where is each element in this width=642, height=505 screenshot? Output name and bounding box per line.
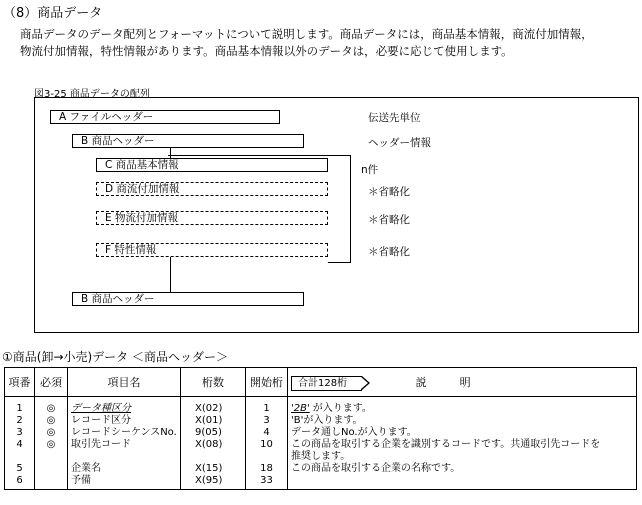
cell-desc: この商品を取引する企業を識別するコードです。共通取引先コードを [288,439,637,451]
desc-code: '2B' [291,403,310,414]
cell-required: ◎ [35,397,68,416]
loop-line-bottom [328,262,351,263]
cell-desc: 推奨します。 [288,451,637,463]
cell-no: 3 [5,427,35,439]
cell-digits: X(08) [181,439,246,451]
table-row [5,397,637,416]
total-digits-arrow: 合計128桁 [291,376,362,391]
cell-no [5,451,35,463]
spec-table [4,367,637,490]
table-row [5,463,637,475]
cell-digits: X(15) [181,463,246,475]
label-header-info: ヘッダー情報 [368,137,431,149]
cell-digits: 9(05) [181,427,246,439]
box-product-header: B 商品ヘッダー [72,134,304,148]
label-omit-1: ＊省略化 [368,186,410,198]
header-desc-cell [288,368,637,397]
label-omit-3: ＊省略化 [368,246,410,258]
header-desc: 説 明 [415,375,471,389]
cell-start [246,451,288,463]
cell-start: 3 [246,415,288,427]
cell-required [35,475,68,490]
cell-no: 5 [5,463,35,475]
table-row [5,439,637,451]
cell-desc [288,397,637,416]
loop-line-top [168,155,351,156]
item-name-text: データ種区分 [71,403,131,414]
cell-start: 10 [246,439,288,451]
box-logistics-info: E 物流付加情報 [96,211,328,225]
cell-required: ◎ [35,415,68,427]
label-transmission-unit: 伝送先単位 [368,112,421,124]
label-omit-2: ＊省略化 [368,214,410,226]
cell-item-name: 予備 [68,475,181,490]
cell-no: 2 [5,415,35,427]
box-file-header: A ファイルヘッダー [50,110,280,124]
cell-no: 6 [5,475,35,490]
cell-start: 1 [246,397,288,416]
subsection-title: ①商品(卸→小売)データ ＜商品ヘッダー＞ [2,350,228,364]
cell-digits: X(95) [181,475,246,490]
connector-line [170,256,171,292]
header-no: 項番 [5,368,35,397]
cell-item-name [68,451,181,463]
cell-item-name: 取引先コード [68,439,181,451]
cell-required [35,463,68,475]
cell-digits: X(01) [181,415,246,427]
box-basic-info: C 商品基本情報 [96,158,328,172]
table-row [5,427,637,439]
cell-required [35,451,68,463]
cell-item-name [68,397,181,416]
intro-line-1: 商品データのデータ配列とフォーマットについて説明します。商品データには，商品基本情報，商流付加情報， [20,27,593,41]
header-required: 必須 [35,368,68,397]
cell-digits [181,451,246,463]
cell-required: ◎ [35,427,68,439]
section-title: （8）商品データ [3,6,103,21]
box-characteristic-info: F 特性情報 [96,243,328,257]
cell-item-name: レコード区分 [68,415,181,427]
cell-desc [288,475,637,490]
table-row [5,475,637,490]
table-row [5,451,637,463]
desc-text: が入ります。 [312,403,372,414]
cell-item-name: レコードシーケンスNo. [68,427,181,439]
cell-desc: この商品を取引する企業の名称です。 [288,463,637,475]
box-product-header-2: B 商品ヘッダー [72,292,304,306]
cell-start: 33 [246,475,288,490]
cell-item-name: 企業名 [68,463,181,475]
box-commercial-info: D 商流付加情報 [96,182,328,196]
figure-title: 図3-25 商品データの配列 [34,89,150,100]
intro-line-2: 物流付加情報，特性情報があります。商品基本情報以外のデータは，必要に応じて使用します。 [20,44,513,58]
table-row [5,415,637,427]
header-digits: 桁数 [181,368,246,397]
cell-required: ◎ [35,439,68,451]
label-n-items: n件 [361,164,379,176]
cell-desc: 'B'が入ります。 [288,415,637,427]
header-item: 項目名 [68,368,181,397]
cell-no: 4 [5,439,35,451]
loop-line-right [350,155,351,262]
cell-desc: データ通しNo.が入ります。 [288,427,637,439]
cell-digits: X(02) [181,397,246,416]
header-start: 開始桁 [246,368,288,397]
cell-start: 4 [246,427,288,439]
cell-start: 18 [246,463,288,475]
cell-no: 1 [5,397,35,416]
